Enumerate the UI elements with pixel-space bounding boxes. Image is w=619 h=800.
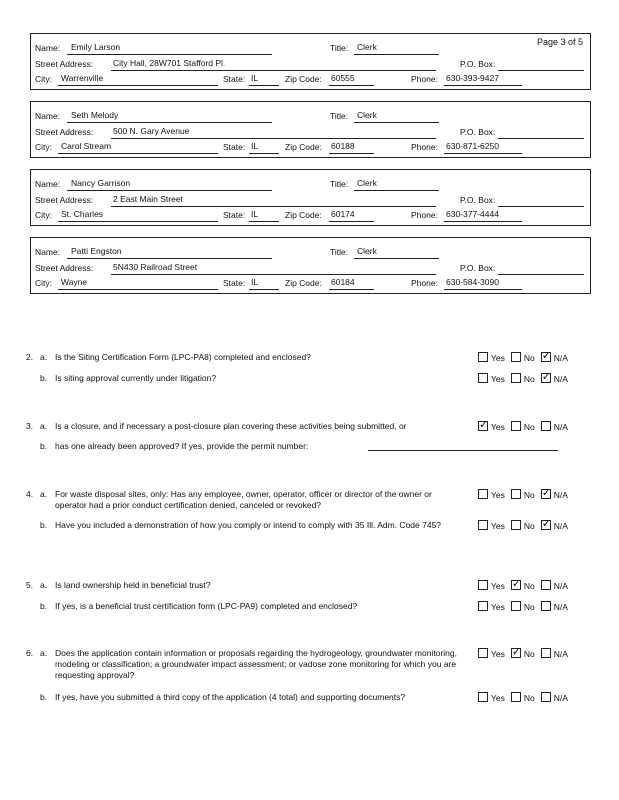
field-label-phone: Phone: xyxy=(411,210,438,220)
option-yes[interactable] xyxy=(478,692,505,703)
field-label-city: City: xyxy=(35,142,52,152)
field-label-phone: Phone: xyxy=(411,74,438,84)
option-no[interactable] xyxy=(511,580,535,591)
option-yes[interactable] xyxy=(478,520,505,531)
checkbox-na[interactable] xyxy=(541,601,551,611)
option-na[interactable] xyxy=(541,421,568,432)
field-value-street[interactable]: 500 N. Gary Avenue xyxy=(113,126,190,136)
field-label-name: Name: xyxy=(35,179,61,189)
field-label-title: Title: xyxy=(330,43,349,53)
question-text: Is a closure, and if necessary a post-closure plan covering these activities being submitted, or xyxy=(55,421,407,431)
question-part: a. xyxy=(40,648,48,658)
checkbox-na[interactable] xyxy=(541,352,551,362)
checkbox-na[interactable] xyxy=(541,520,551,530)
field-label-phone: Phone: xyxy=(411,278,438,288)
field-value-phone[interactable]: 630-871-6250 xyxy=(446,141,499,151)
question-part: a. xyxy=(40,352,48,362)
checkbox-yes[interactable] xyxy=(478,421,488,431)
field-underline xyxy=(249,289,279,290)
option-no[interactable] xyxy=(511,648,535,659)
field-value-city[interactable]: St. Charles xyxy=(61,209,104,219)
field-underline xyxy=(354,190,439,191)
field-value-state[interactable]: IL xyxy=(251,141,259,151)
question-text: If yes, have you submitted a third copy of the application (4 total) and supporting documents? xyxy=(55,692,406,702)
field-underline xyxy=(249,85,279,86)
field-underline xyxy=(111,70,436,71)
option-yes[interactable] xyxy=(478,489,505,500)
option-no[interactable] xyxy=(511,352,535,363)
field-underline xyxy=(58,289,218,290)
option-label-yes: Yes xyxy=(491,649,505,659)
option-yes[interactable] xyxy=(478,421,505,432)
option-label-na: N/A xyxy=(553,602,568,612)
field-value-phone[interactable]: 630-393-9427 xyxy=(446,73,499,83)
contact-box xyxy=(30,101,591,158)
question-part: b. xyxy=(40,692,48,702)
field-underline xyxy=(329,153,374,154)
option-na[interactable] xyxy=(541,580,568,591)
answer-options xyxy=(478,421,574,432)
checkbox-na[interactable] xyxy=(541,489,551,499)
field-underline xyxy=(444,153,522,154)
checkbox-no[interactable] xyxy=(511,352,521,362)
answer-options xyxy=(478,692,574,703)
option-na[interactable] xyxy=(541,520,568,531)
option-label-no: No xyxy=(523,602,535,612)
field-label-name: Name: xyxy=(35,111,61,121)
checkbox-no[interactable] xyxy=(511,520,521,530)
field-label-state: State: xyxy=(223,210,246,220)
option-yes[interactable] xyxy=(478,373,505,384)
field-label-city: City: xyxy=(35,278,52,288)
field-label-title: Title: xyxy=(330,247,349,257)
contact-box xyxy=(30,33,591,90)
field-label-state: State: xyxy=(223,142,246,152)
option-na[interactable] xyxy=(541,352,568,363)
page-number: Page 3 of 5 xyxy=(537,37,584,47)
field-underline xyxy=(67,258,272,259)
field-label-street: Street Address: xyxy=(35,59,94,69)
field-value-title[interactable]: Clerk xyxy=(357,110,377,120)
field-label-zip: Zip Code: xyxy=(285,278,322,288)
option-label-no: No xyxy=(523,693,535,703)
field-underline xyxy=(329,289,374,290)
field-value-zip[interactable]: 60174 xyxy=(331,209,355,219)
field-value-name[interactable]: Emily Larson xyxy=(71,42,121,52)
checkbox-na[interactable] xyxy=(541,421,551,431)
option-label-na: N/A xyxy=(553,649,568,659)
field-underline xyxy=(67,122,272,123)
field-value-title[interactable]: Clerk xyxy=(357,178,377,188)
checkbox-no[interactable] xyxy=(511,580,521,590)
question-part: b. xyxy=(40,441,48,451)
option-na[interactable] xyxy=(541,601,568,612)
field-label-state: State: xyxy=(223,74,246,84)
field-label-pobox: P.O. Box: xyxy=(460,59,496,69)
question-part: b. xyxy=(40,601,48,611)
option-label-na: N/A xyxy=(553,422,568,432)
checkbox-yes[interactable] xyxy=(478,520,488,530)
option-na[interactable] xyxy=(541,648,568,659)
field-label-zip: Zip Code: xyxy=(285,210,322,220)
option-yes[interactable] xyxy=(478,601,505,612)
field-underline xyxy=(498,206,584,207)
question-text: For waste disposal sites, only: Has any employee, owner, operator, officer or director of the owner or operator had a prior conduct certification denied, canceled or revoked? xyxy=(55,489,432,510)
field-value-zip[interactable]: 60188 xyxy=(331,141,355,151)
question-text: Is land ownership held in beneficial trust? xyxy=(55,580,211,590)
answer-options xyxy=(478,373,574,384)
option-no[interactable] xyxy=(511,421,535,432)
field-underline xyxy=(249,153,279,154)
field-value-phone[interactable]: 630-584-3090 xyxy=(446,277,499,287)
option-label-yes: Yes xyxy=(491,353,505,363)
question-text: has one already been approved? If yes, provide the permit number: xyxy=(55,441,309,451)
contact-box xyxy=(30,169,591,226)
option-na[interactable] xyxy=(541,373,568,384)
field-label-street: Street Address: xyxy=(35,195,94,205)
option-label-no: No xyxy=(523,490,535,500)
option-yes[interactable] xyxy=(478,580,505,591)
field-value-state[interactable]: IL xyxy=(251,209,259,219)
field-label-pobox: P.O. Box: xyxy=(460,127,496,137)
option-yes[interactable] xyxy=(478,352,505,363)
field-underline xyxy=(111,274,436,275)
answer-options xyxy=(478,648,574,659)
field-value-zip[interactable]: 60184 xyxy=(331,277,355,287)
option-label-na: N/A xyxy=(553,521,568,531)
answer-options xyxy=(478,352,574,363)
field-value-name[interactable]: Seth Melody xyxy=(71,110,119,120)
field-label-pobox: P.O. Box: xyxy=(460,195,496,205)
field-underline xyxy=(354,54,439,55)
question-part: b. xyxy=(40,520,48,530)
option-label-no: No xyxy=(523,649,535,659)
checkbox-no[interactable] xyxy=(511,421,521,431)
field-label-state: State: xyxy=(223,278,246,288)
checkbox-yes[interactable] xyxy=(478,648,488,658)
question-number: 4. xyxy=(26,489,34,499)
field-label-city: City: xyxy=(35,74,52,84)
option-no[interactable] xyxy=(511,489,535,500)
checkbox-yes[interactable] xyxy=(478,601,488,611)
checkbox-na[interactable] xyxy=(541,692,551,702)
question-part: a. xyxy=(40,421,48,431)
field-value-title[interactable]: Clerk xyxy=(357,42,377,52)
option-na[interactable] xyxy=(541,692,568,703)
field-label-street: Street Address: xyxy=(35,127,94,137)
question-number: 6. xyxy=(26,648,34,658)
option-yes[interactable] xyxy=(478,648,505,659)
option-label-yes: Yes xyxy=(491,422,505,432)
field-label-zip: Zip Code: xyxy=(285,74,322,84)
option-label-no: No xyxy=(523,353,535,363)
checkbox-no[interactable] xyxy=(511,692,521,702)
checkbox-na[interactable] xyxy=(541,580,551,590)
question-part: a. xyxy=(40,489,48,499)
question-number: 2. xyxy=(26,352,34,362)
option-label-na: N/A xyxy=(553,581,568,591)
option-label-na: N/A xyxy=(553,374,568,384)
option-label-yes: Yes xyxy=(491,490,505,500)
field-label-city: City: xyxy=(35,210,52,220)
field-underline xyxy=(67,190,272,191)
field-underline xyxy=(58,221,218,222)
option-label-na: N/A xyxy=(553,693,568,703)
field-value-phone[interactable]: 630-377-4444 xyxy=(446,209,499,219)
option-no[interactable] xyxy=(511,373,535,384)
field-label-title: Title: xyxy=(330,179,349,189)
field-underline xyxy=(58,85,218,86)
field-underline xyxy=(498,138,584,139)
option-label-yes: Yes xyxy=(491,374,505,384)
field-value-name[interactable]: Nancy Garrison xyxy=(71,178,131,188)
field-label-street: Street Address: xyxy=(35,263,94,273)
field-label-zip: Zip Code: xyxy=(285,142,322,152)
answer-options xyxy=(478,520,574,531)
option-label-yes: Yes xyxy=(491,521,505,531)
field-underline xyxy=(67,54,272,55)
field-underline xyxy=(498,70,584,71)
checkbox-no[interactable] xyxy=(511,489,521,499)
question-text: Does the application contain information or proposals regarding the hydrogeology, groundwater monitoring, modeling or classification; a groundwater impact assessment; or vadose zone monitoring for which you are requesting approval? xyxy=(55,648,457,680)
question-text: Have you included a demonstration of how you comply or intend to comply with 35 Ill. Adm. Code 745? xyxy=(55,520,442,530)
checkbox-na[interactable] xyxy=(541,648,551,658)
question-number: 3. xyxy=(26,421,34,431)
field-value-street[interactable]: City Hall, 28W701 Stafford Pl. xyxy=(113,58,226,68)
field-label-name: Name: xyxy=(35,43,61,53)
field-underline xyxy=(329,221,374,222)
field-label-name: Name: xyxy=(35,247,61,257)
field-underline xyxy=(354,122,439,123)
option-label-yes: Yes xyxy=(491,581,505,591)
field-value-state[interactable]: IL xyxy=(251,277,259,287)
field-label-pobox: P.O. Box: xyxy=(460,263,496,273)
option-label-no: No xyxy=(523,521,535,531)
contact-box xyxy=(30,237,591,294)
field-underline xyxy=(498,274,584,275)
question-part: a. xyxy=(40,580,48,590)
checkbox-no[interactable] xyxy=(511,648,521,658)
answer-options xyxy=(478,580,574,591)
option-label-na: N/A xyxy=(553,490,568,500)
field-underline xyxy=(444,85,522,86)
option-label-no: No xyxy=(523,422,535,432)
answer-options xyxy=(478,489,574,500)
checkbox-yes[interactable] xyxy=(478,373,488,383)
option-na[interactable] xyxy=(541,489,568,500)
permit-number-input[interactable] xyxy=(368,450,558,451)
question-number: 5. xyxy=(26,580,34,590)
field-value-street[interactable]: 2 East Main Street xyxy=(113,194,183,204)
option-no[interactable] xyxy=(511,692,535,703)
field-value-city[interactable]: Carol Stream xyxy=(61,141,112,151)
field-underline xyxy=(58,153,218,154)
option-no[interactable] xyxy=(511,601,535,612)
field-label-title: Title: xyxy=(330,111,349,121)
field-value-state[interactable]: IL xyxy=(251,73,259,83)
field-value-zip[interactable]: 60555 xyxy=(331,73,355,83)
field-value-street[interactable]: 5N430 Railroad Street xyxy=(113,262,198,272)
option-label-no: No xyxy=(523,581,535,591)
option-label-yes: Yes xyxy=(491,602,505,612)
field-underline xyxy=(329,85,374,86)
checkbox-yes[interactable] xyxy=(478,692,488,702)
question-part: b. xyxy=(40,373,48,383)
checkbox-yes[interactable] xyxy=(478,489,488,499)
field-value-city[interactable]: Wayne xyxy=(61,277,88,287)
field-underline xyxy=(249,221,279,222)
question-text: If yes, is a beneficial trust certification form (LPC-PA9) completed and enclosed? xyxy=(55,601,358,611)
option-label-na: N/A xyxy=(553,353,568,363)
checkbox-no[interactable] xyxy=(511,601,521,611)
question-text: Is siting approval currently under litigation? xyxy=(55,373,217,383)
answer-options xyxy=(478,601,574,612)
field-label-phone: Phone: xyxy=(411,142,438,152)
field-underline xyxy=(444,289,522,290)
question-text: Is the Siting Certification Form (LPC-PA8) completed and enclosed? xyxy=(55,352,311,362)
field-value-name[interactable]: Patti Engston xyxy=(71,246,122,256)
field-underline xyxy=(111,206,436,207)
field-value-city[interactable]: Warrenville xyxy=(61,73,104,83)
option-no[interactable] xyxy=(511,520,535,531)
checkbox-yes[interactable] xyxy=(478,352,488,362)
field-underline xyxy=(444,221,522,222)
checkbox-no[interactable] xyxy=(511,373,521,383)
checkbox-yes[interactable] xyxy=(478,580,488,590)
option-label-yes: Yes xyxy=(491,693,505,703)
option-label-no: No xyxy=(523,374,535,384)
field-underline xyxy=(354,258,439,259)
field-underline xyxy=(111,138,436,139)
field-value-title[interactable]: Clerk xyxy=(357,246,377,256)
checkbox-na[interactable] xyxy=(541,373,551,383)
